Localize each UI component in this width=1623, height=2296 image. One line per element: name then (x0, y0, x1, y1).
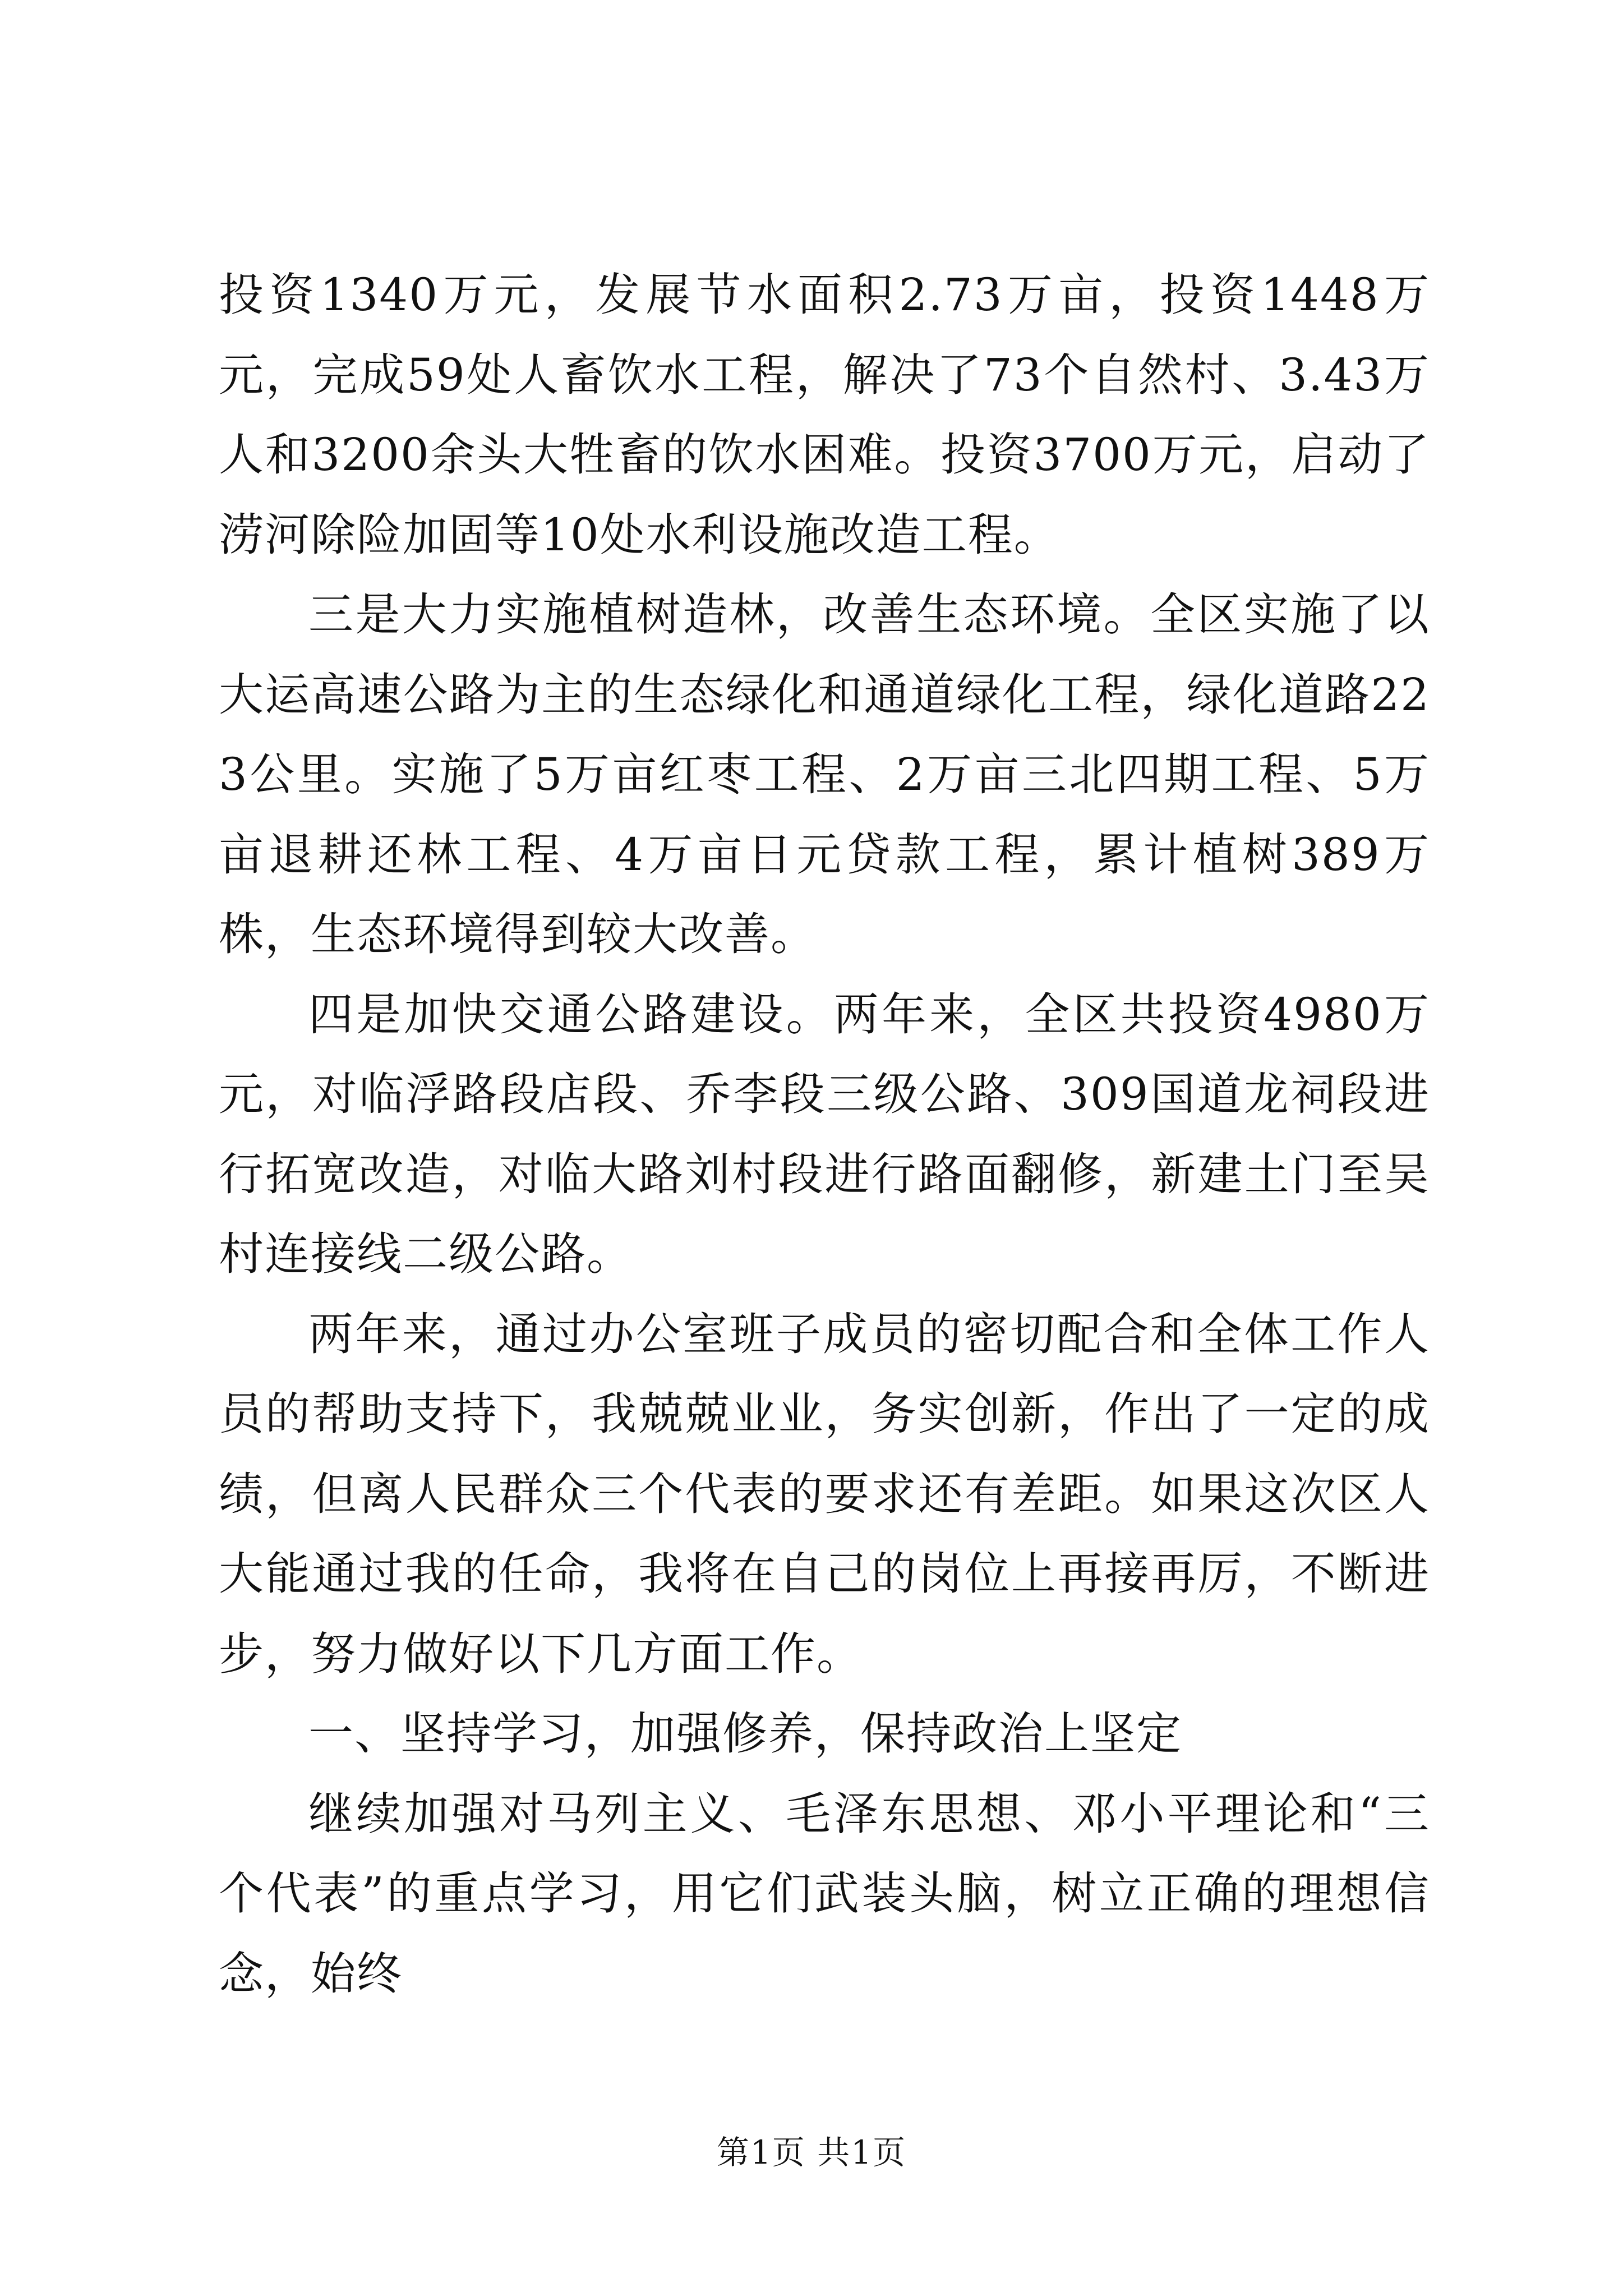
paragraph-road-construction: 四是加快交通公路建设。两年来，全区共投资4980万元，对临浮路段店段、乔李段三级公路、309国道龙祠段进行拓宽改造，对临大路刘村段进行路面翻修，新建土门至吴村连接线二级公路。 (219, 988, 1430, 1280)
paragraph-water-investment: 投资1340万元，发展节水面积2.73万亩，投资1448万元，完成59处人畜饮水工程，解决了73个自然村、3.43万人和3200余头大牲畜的饮水困难。投资3700万元，启动了涝河除险加固等10处水利设施改造工程。 (219, 269, 1430, 561)
document-body (219, 255, 1430, 2014)
paragraph-afforestation: 三是大力实施植树造林，改善生态环境。全区实施了以大运高速公路为主的生态绿化和通道绿化工程，绿化道路223公里。实施了5万亩红枣工程、2万亩三北四期工程、5万亩退耕还林工程、4万亩日元贷款工程，累计植树389万株，生态环境得到较大改善。 (219, 588, 1430, 960)
section-heading: 一、坚持学习，加强修养，保持政治上坚定 (308, 1708, 1182, 1760)
paragraph-summary: 两年来，通过办公室班子成员的密切配合和全体工作人员的帮助支持下，我兢兢业业，务实创新，作出了一定的成绩，但离人民群众三个代表的要求还有差距。如果这次区人大能通过我的任命，我将在自己的岗位上再接再厉，不断进步，努力做好以下几方面工作。 (219, 1308, 1430, 1680)
page-number: 第1页 共1页 (716, 2133, 907, 2171)
paragraph-study: 继续加强对马列主义、毛泽东思想、邓小平理论和“三个代表”的重点学习，用它们武装头脑，树立正确的理想信念，始终 (219, 1787, 1430, 2000)
